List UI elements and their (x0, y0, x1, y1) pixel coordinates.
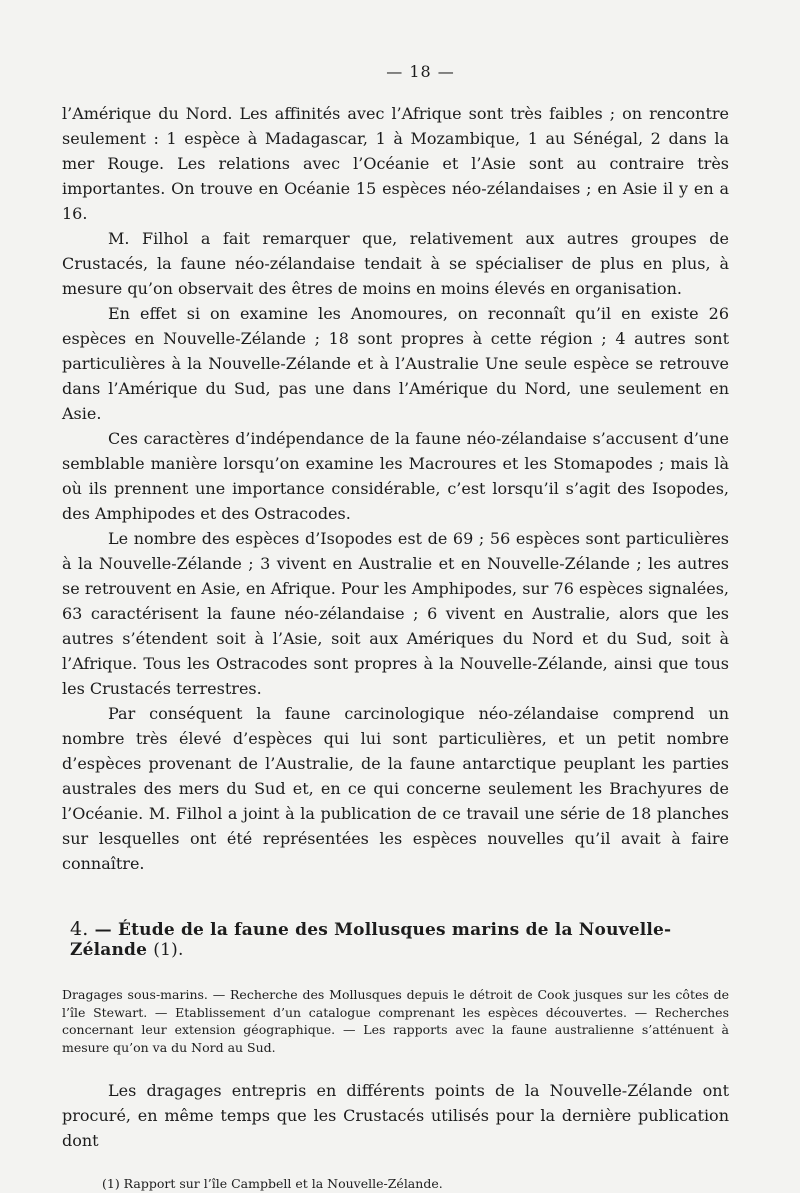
main-text (62, 101, 729, 876)
section-title: — Étude de la faune des Mollusques marins de la Nouvelle-Zélande (70, 920, 672, 960)
page-number: — 18 — (386, 62, 455, 81)
paragraph: Ces caractères d’indépendance de la faune néo-zélandaise s’accusent d’une semblable manière lorsqu’on examine les Macroures et les Stomapodes ; mais là où ils prennent une importance considérable, c’est lorsqu’il s’agit des Isopodes, des Amphipodes et des Ostracodes. (62, 429, 729, 523)
section-number: 4. (70, 918, 89, 940)
paragraph: Le nombre des espèces d’Isopodes est de 69 ; 56 espèces sont particulières à la Nouvelle-Zélande ; 3 vivent en Australie et en Nouvelle-Zélande ; les autres se retrouvent en Asie, en Afrique. Pour les Amphipodes, sur 76 espèces signalées, 63 caractérisent la faune néo-zélandaise ; 6 vivent en Australie, alors que les autres s’étendent soit à l’Asie, soit aux Amériques du Nord et du Sud, soit à l’Afrique. Tous les Ostracodes sont propres à la Nouvelle-Zélande, ainsi que tous les Crustacés terrestres. (62, 529, 729, 698)
section-summary: Dragages sous-marins. — Recherche des Mollusques depuis le détroit de Cook jusques sur les côtes de l’île Stewart. — Etablissement d’un catalogue comprenant les espèces découvertes. — Recherches concernant leur extension géographique. — Les rapports avec la faune australienne s’atténuent à mesure qu’on va du Nord au Sud. (62, 987, 729, 1055)
paragraph: M. Filhol a fait remarquer que, relativement aux autres groupes de Crustacés, la faune néo-zélandaise tendait à se spécialiser de plus en plus, à mesure qu’on observait des êtres de moins en moins élevés en organisation. (62, 229, 729, 298)
footnote: (1) Rapport sur l’île Campbell et la Nouvelle-Zélande. (102, 1176, 443, 1191)
paragraph: Les dragages entrepris en différents points de la Nouvelle-Zélande ont procuré, en même temps que les Crustacés utilisés pour la dernière publication dont (62, 1081, 729, 1150)
footnote-reference: (1). (153, 940, 184, 960)
paragraph: Par conséquent la faune carcinologique néo-zélandaise comprend un nombre très élevé d’espèces qui lui sont particulières, et un petit nombre d’espèces provenant de l’Australie, de la faune antarctique peuplant les parties australes des mers du Sud et, en ce qui concerne seulement les Brachyures de l’Océanie. M. Filhol a joint à la publication de ce travail une série de 18 planches sur lesquelles ont été représentées les espèces nouvelles qu’il avait à faire connaître. (62, 704, 729, 873)
paragraph: l’Amérique du Nord. Les affinités avec l’Afrique sont très faibles ; on rencontre seulement : 1 espèce à Madagascar, 1 à Mozambique, 1 au Sénégal, 2 dans la mer Rouge. Les relations avec l’Océanie et l’Asie sont au contraire très importantes. On trouve en Océanie 15 espèces néo-zélandaises ; en Asie il y en a 16. (62, 104, 729, 223)
paragraph: En effet si on examine les Anomoures, on reconnaît qu’il en existe 26 espèces en Nouvelle-Zélande ; 18 sont propres à cette région ; 4 autres sont particulières à la Nouvelle-Zélande et à l’Australie Une seule espèce se retrouve dans l’Amérique du Sud, pas une dans l’Amérique du Nord, une seulement en Asie. (62, 304, 729, 423)
page (62, 62, 729, 1193)
section-text (62, 1078, 729, 1153)
section-heading (62, 918, 729, 960)
